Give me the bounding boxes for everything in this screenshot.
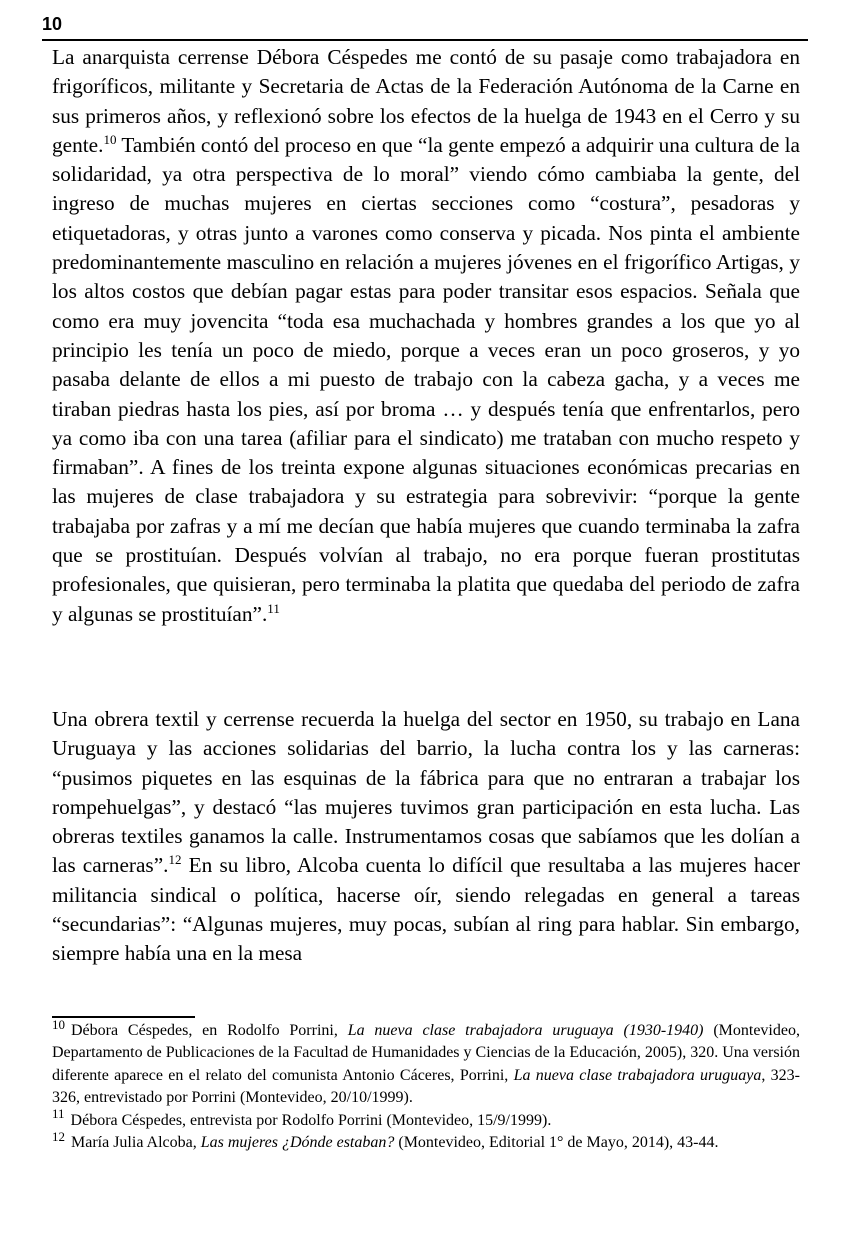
footnote-text: (Montevideo, Departamento de Publicaciones de la Facultad de Humanidades y Ciencias de la Educación, 2005), 320. Una versión diferente aparece en el relato del comunista Antonio Cáceres, Porrini, — [52, 1022, 800, 1084]
footnote-ref-12[interactable]: 12 — [168, 852, 182, 868]
footnote-text: , 323-326, entrevistado por Porrini (Montevideo, 20/10/1999). — [52, 1066, 800, 1107]
footnote-rule — [52, 1016, 195, 1018]
footnote-title: Las mujeres ¿Dónde estaban? — [200, 1134, 395, 1152]
footnote-text: María Julia Alcoba, — [71, 1134, 201, 1152]
header-rule — [42, 39, 808, 41]
footnote-ref-10[interactable]: 10 — [103, 131, 117, 147]
footnote-ref-11[interactable]: 11 — [267, 600, 280, 616]
footnote-title: La nueva clase trabajadora uruguaya — [513, 1066, 762, 1084]
paragraph-text: También contó del proceso en que “la gente empezó a adquirir una cultura de la solidaridad, ya otra perspectiva de lo moral” viendo cómo cambiaba la gente, del ingreso de muchas mujeres en ciertas secciones como “costura”, pesadoras y etiquetadoras, y otras junto a varones como conserva y picada. Nos pinta el ambiente predominantemente masculino en relación a mujeres jóvenes en el frigorífico Artigas, y los altos costos que debían pagar estas para poder transitar esos espacios. Señala que como era muy jovencita “toda esa muchachada y hombres grandes a los que yo al principio les tenía un poco de miedo, porque a veces eran un poco groseros, y yo pasaba delante de ellos a mi puesto de trabajo con la cabeza gacha, y a veces me tiraban piedras hasta los pies, así por broma … y después tenía que enfrentarlos, pero ya como iba con una tarea (afiliar para el sindicato) me trataban con mucho respeto y firmaban”. A fines de los treinta expone algunas situaciones económicas precarias en las mujeres de clase trabajadora y su estrategia para sobrevivir: “porque la gente trabajaba por zafras y a mí me decían que había mujeres que cuando terminaba la zafra que se prostituían. Después volvían al trabajo, no era porque fueran prostitutas profesionales, que quisieran, pero terminaba la platita que quedaba del periodo de zafra y algunas se prostituían”. — [52, 132, 800, 626]
footnote-11 — [52, 1106, 800, 1132]
paragraph-text: La anarquista cerrense Débora Céspedes me contó de su pasaje como trabajadora en frigoríficos, militante y Secretaria de Actas de la Federación Autónoma de la Carne en sus primeros años, y reflexionó sobre los efectos de la huelga de 1943 en el Cerro y su gente. — [52, 45, 800, 157]
footnote-text: (Montevideo, Editorial 1° de Mayo, 2014), 43-44. — [394, 1134, 719, 1152]
footnote-title: La nueva clase trabajadora uruguaya (1930-1940) — [347, 1022, 704, 1039]
footnote-12 — [52, 1128, 800, 1154]
footnotes — [52, 1016, 800, 1154]
footnote-10 — [52, 1016, 800, 1110]
footnote-number: 11 — [52, 1106, 65, 1122]
footnote-text: Débora Céspedes, en Rodolfo Porrini, — [71, 1022, 348, 1039]
paragraph-text: En su libro, Alcoba cuenta lo difícil que resultaba a las mujeres hacer militancia sindical o política, hacerse oír, siendo relegadas en general a tareas “secundarias”: “Algunas mujeres, muy pocas, subían al ring para hablar. Sin embargo, siempre había una en la mesa — [52, 853, 800, 966]
page-number: 10 — [42, 14, 63, 34]
footnote-text: Débora Céspedes, entrevista por Rodolfo Porrini (Montevideo, 15/9/1999). — [70, 1111, 552, 1129]
footnote-number: 12 — [52, 1128, 65, 1144]
paragraph-text: Una obrera textil y cerrense recuerda la huelga del sector en 1950, su trabajo en Lana Uruguaya y las acciones solidarias del barrio, la lucha contra los y las carneras: “pusimos piquetes en las esquinas de la fábrica para que no entraran a trabajar los rompehuelgas”, y destacó “las mujeres tuvimos gran participación en esta lucha. Las obreras textiles ganamos la calle. Instrumentamos cosas que sabíamos que les dolían a las carneras”. — [52, 707, 800, 878]
body-paragraph-2 — [52, 705, 800, 969]
footnote-number: 10 — [52, 1016, 65, 1032]
body-paragraph-1 — [52, 43, 800, 629]
